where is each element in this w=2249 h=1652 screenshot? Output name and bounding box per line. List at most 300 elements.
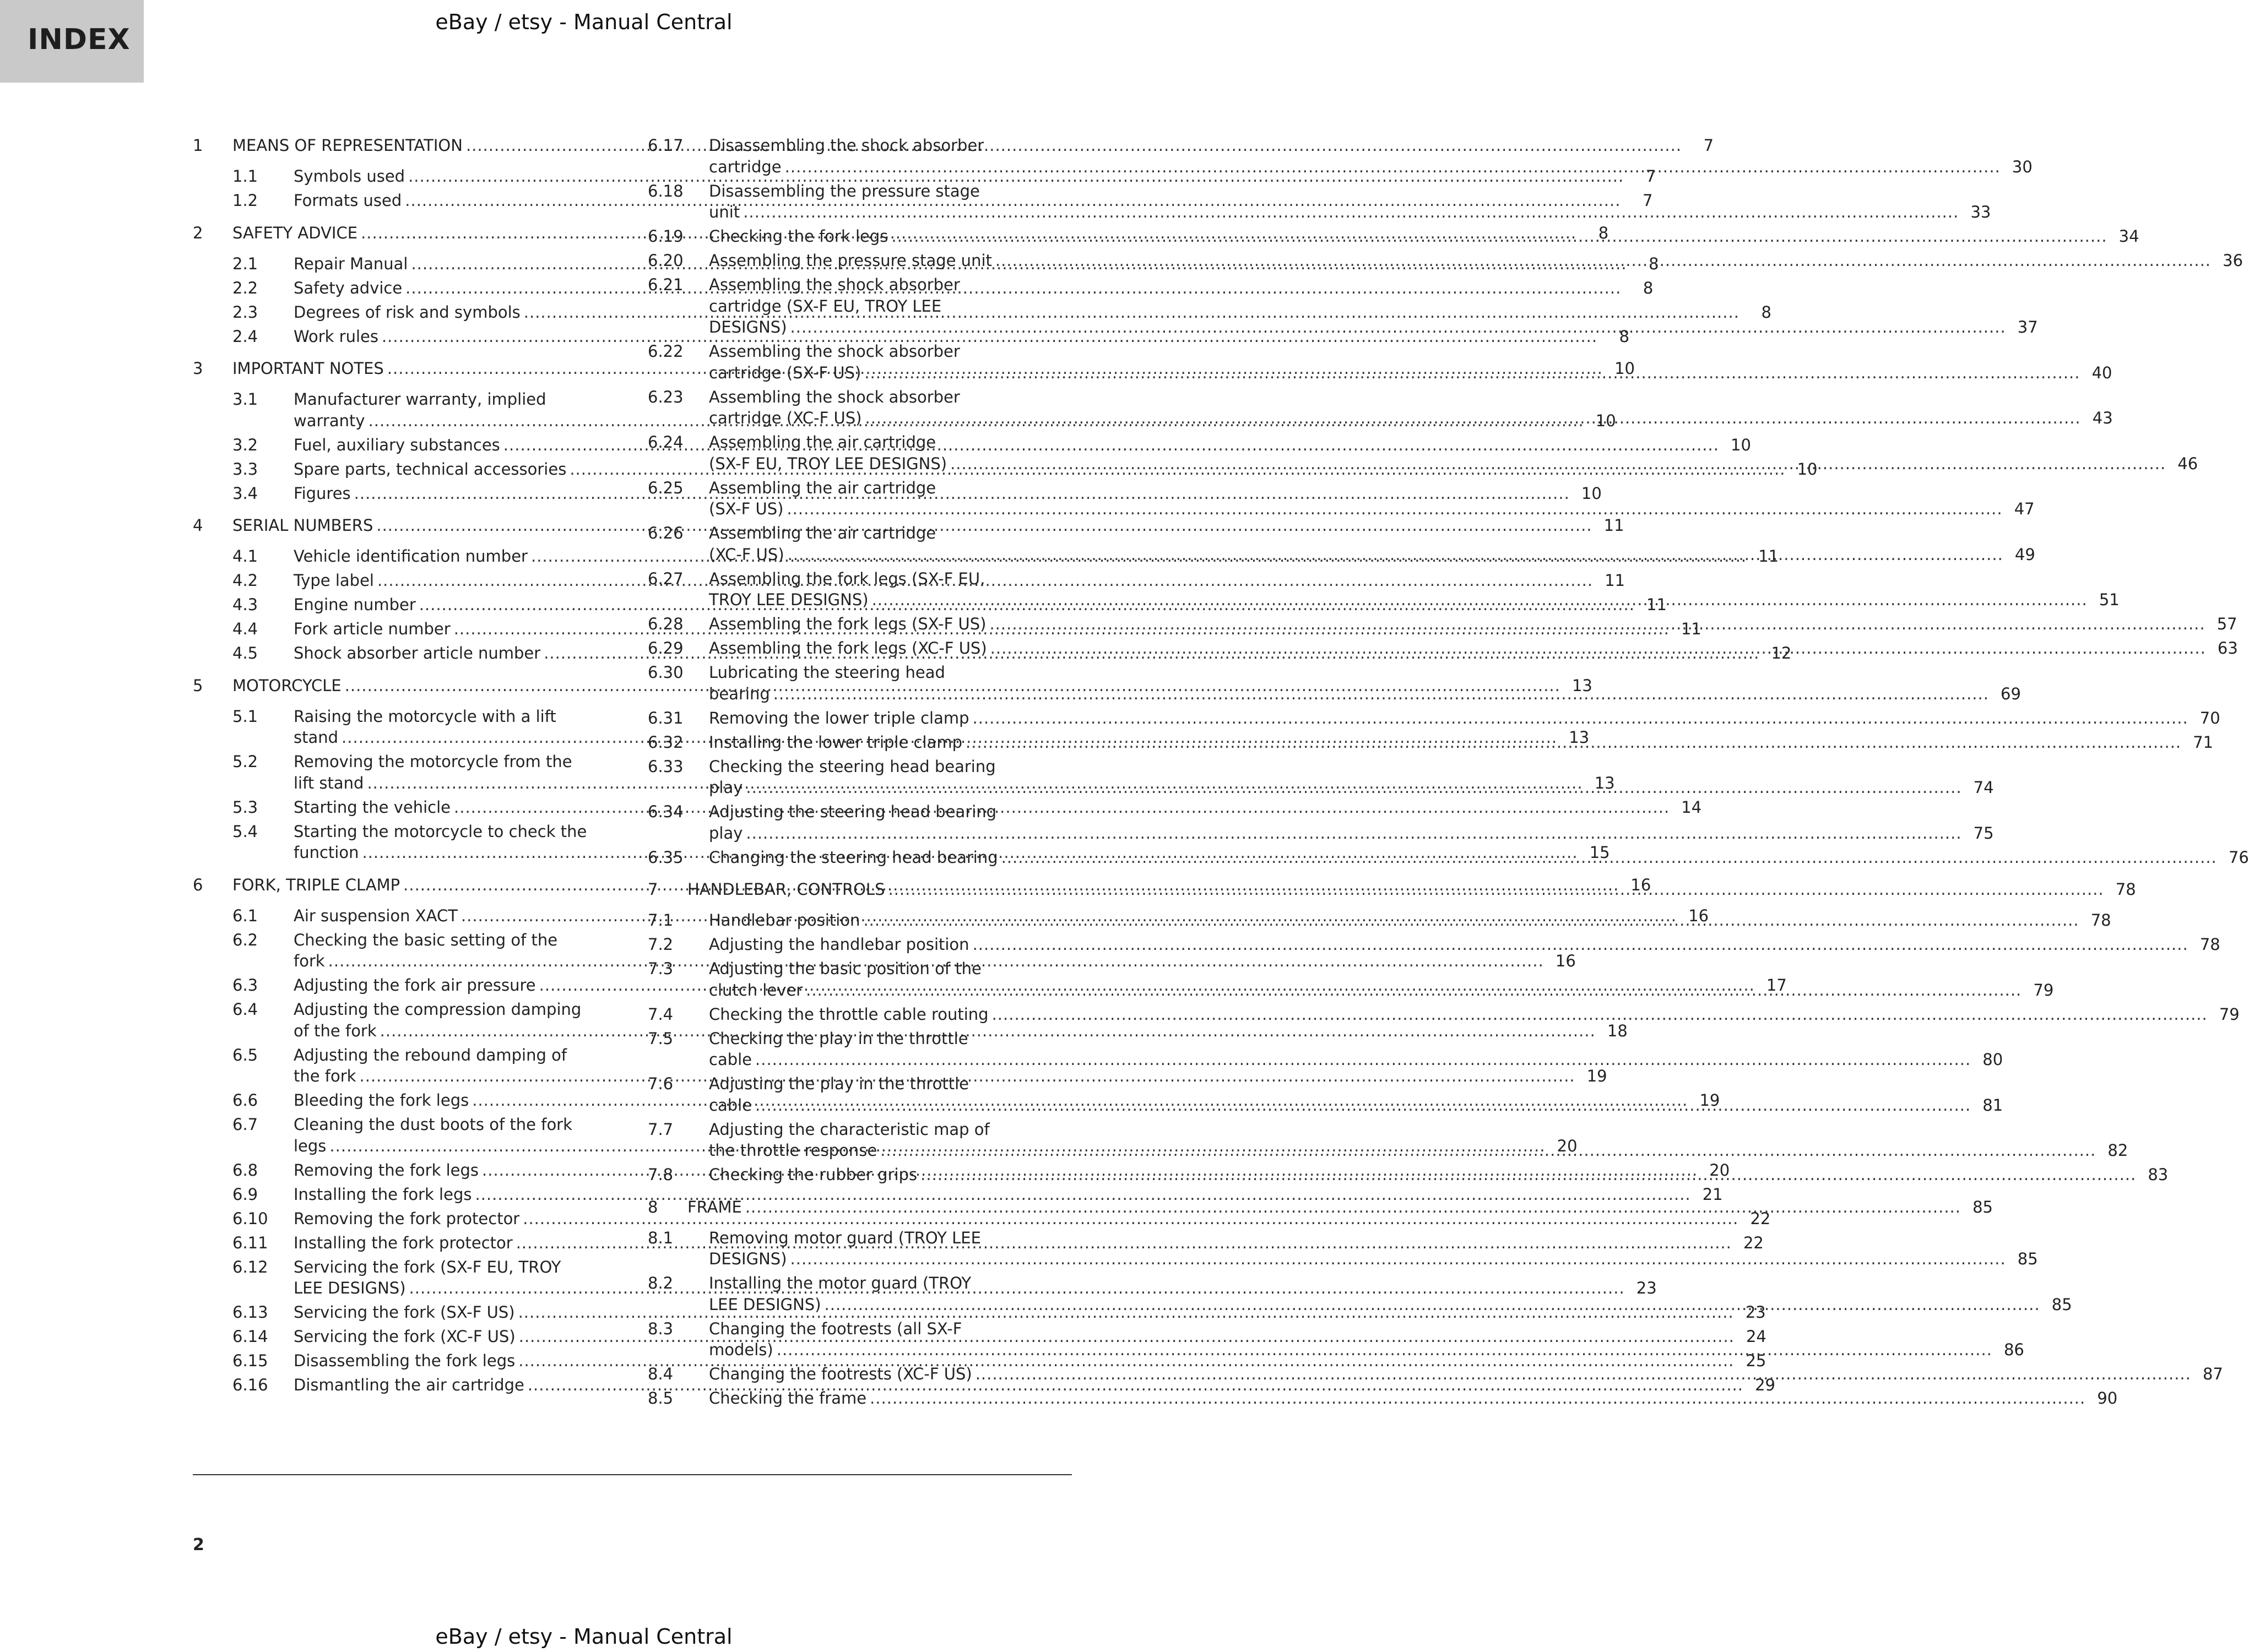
entry-title: Assembling the fork legs (SX-F EU, [709, 569, 985, 588]
toc-entry[interactable] [193, 1184, 1723, 1205]
entry-title-line [709, 847, 2249, 868]
index-tab-label: INDEX [28, 23, 131, 56]
chapter-title: HANDLEBAR, CONTROLS [687, 880, 885, 899]
entry-page-number: 11 [1646, 595, 1667, 614]
entry-number: 6.12 [232, 1257, 268, 1276]
dot-leader [785, 156, 2001, 178]
entry-number: 6.17 [648, 136, 684, 155]
entry-number: 6.2 [232, 930, 258, 949]
entry-title-line [709, 613, 2237, 635]
entry-title: cable [709, 1050, 752, 1069]
entry-title-line [709, 274, 2038, 296]
entry-title: Raising the motorcycle with a lift [294, 707, 556, 726]
entry-title: the throttle response [709, 1141, 877, 1160]
entry-title: Removing the motorcycle from the [294, 752, 572, 771]
entry-page-number: 57 [2217, 615, 2237, 633]
entry-page-number: 90 [2097, 1389, 2118, 1408]
entry-number: 2.1 [232, 254, 258, 273]
entry-title: lift stand [294, 773, 364, 792]
page-number: 2 [193, 1535, 204, 1555]
entry-title: Checking the fork legs [709, 227, 888, 246]
entry-page-number: 10 [1797, 459, 1818, 479]
entry-page-number: 76 [2228, 847, 2249, 867]
chapter-title-line [687, 1197, 1964, 1218]
entry-title: Disassembling the pressure stage [709, 181, 980, 200]
entry-page-number: 7 [1645, 167, 1656, 186]
entry-number: 4.5 [232, 644, 258, 662]
entry-page-number: 23 [1745, 1303, 1766, 1322]
entry-title-line [709, 341, 2112, 362]
entry-number: 3.2 [232, 435, 258, 454]
entry-title: Servicing the fork (SX-F US) [294, 1303, 515, 1322]
entry-body [709, 523, 2035, 565]
toc-entry[interactable] [648, 250, 2243, 271]
dot-leader [864, 362, 2080, 384]
entry-body [709, 613, 2237, 635]
entry-title: Changing the footrests (all SX-F [709, 1319, 962, 1338]
entry-title-line [709, 1388, 2117, 1409]
entry-title: Checking the steering head bearing [709, 757, 996, 776]
entry-page-number: 15 [1589, 843, 1610, 862]
entry-page-number: 36 [2223, 251, 2243, 270]
entry-number: 4.1 [232, 547, 258, 566]
entry-number: 6.4 [232, 1000, 258, 1019]
entry-title-line [709, 453, 2198, 475]
entry-title-line [709, 226, 2139, 247]
entry-title-line [709, 498, 2035, 520]
entry-title: Bleeding the fork legs [294, 1091, 469, 1110]
entry-page-number: 11 [1605, 571, 1625, 590]
chapter-page-number: 13 [1571, 676, 1592, 695]
entry-page-number: 21 [1702, 1184, 1723, 1204]
entry-title: Manufacturer warranty, implied [294, 390, 546, 409]
entry-body [709, 662, 2021, 704]
entry-title: Engine number [294, 595, 416, 614]
entry-page-number: 51 [2099, 590, 2120, 609]
entry-body [709, 801, 1994, 844]
toc-entry[interactable] [648, 226, 2139, 247]
entry-number: 7.4 [648, 1004, 674, 1024]
dot-leader [790, 1248, 2006, 1270]
entry-body [709, 1273, 2072, 1315]
dot-leader [891, 226, 2107, 247]
entry-page-number: 37 [2017, 318, 2038, 336]
entry-body [709, 341, 2112, 383]
entry-page-number: 19 [1586, 1067, 1607, 1085]
entry-title: Adjusting the handlebar position [709, 935, 969, 954]
chapter-number: 5 [193, 676, 203, 695]
entry-title: Checking the basic setting of the [294, 930, 558, 949]
entry-body [709, 274, 2038, 338]
entry-title-line [709, 683, 2021, 705]
entry-title: Installing the fork legs [294, 1184, 472, 1204]
chapter-page-number: 85 [1972, 1197, 1993, 1216]
entry-number: 7.1 [648, 911, 674, 930]
entry-title-line [709, 387, 2113, 408]
entry-title: Spare parts, technical accessories [294, 459, 567, 479]
entry-number: 5.2 [232, 752, 258, 771]
entry-number: 6.30 [648, 663, 684, 682]
entry-page-number: 12 [1771, 644, 1792, 662]
entry-title-line [709, 1004, 2240, 1025]
entry-number: 6.22 [648, 342, 684, 361]
entry-page-number: 49 [2014, 545, 2035, 564]
entry-page-number: 69 [2001, 684, 2021, 703]
entry-page-number: 10 [1731, 435, 1751, 454]
entry-title: bearing [709, 684, 770, 703]
entry-number: 5.3 [232, 797, 258, 817]
entry-page-number: 80 [1982, 1050, 2003, 1069]
toc-entry[interactable] [648, 1388, 2118, 1409]
entry-title: Checking the throttle cable routing [709, 1004, 989, 1024]
dot-leader [990, 638, 2206, 659]
entry-number: 6.11 [232, 1233, 268, 1252]
entry-number: 8.2 [648, 1274, 674, 1292]
chapter-number: 2 [193, 223, 203, 242]
entry-title-line [709, 407, 2113, 429]
entry-title-line [709, 708, 2220, 729]
chapter-title-line [687, 879, 2107, 900]
entry-title: Disassembling the shock absorber [709, 136, 984, 155]
chapter-number: 7 [648, 880, 658, 899]
entry-title: Work rules [294, 327, 378, 346]
entry-title: fork [294, 952, 325, 970]
entry-number: 6.33 [648, 757, 684, 776]
entry-title-line [709, 181, 1991, 202]
entry-title: warranty [294, 411, 365, 430]
entry-page-number: 11 [1758, 547, 1779, 566]
entry-number: 3.1 [232, 390, 258, 409]
entry-page-number: 79 [2033, 980, 2054, 999]
entry-page-number: 81 [1982, 1095, 2003, 1115]
entry-page-number: 17 [1766, 976, 1787, 995]
entry-title: TROY LEE DESIGNS) [709, 590, 869, 609]
chapter-number: 1 [193, 136, 203, 155]
toc-entry[interactable] [193, 1350, 1766, 1372]
entry-page-number: 16 [1555, 952, 1576, 970]
entry-page-number: 8 [1761, 302, 1771, 322]
entry-title: Adjusting the play in the throttle [709, 1074, 969, 1093]
entry-title: Assembling the air cartridge [709, 524, 936, 542]
entry-page-number: 11 [1681, 620, 1701, 638]
entry-number: 3.3 [232, 459, 258, 479]
entry-title: Figures [294, 483, 351, 503]
entry-title: LEE DESIGNS) [709, 1295, 821, 1314]
toc-chapter-heading[interactable] [648, 1197, 1993, 1218]
entry-number: 6.23 [648, 387, 684, 406]
entry-page-number: 33 [1970, 203, 1991, 221]
entry-page-number: 74 [1973, 778, 1994, 797]
entry-title-line [709, 732, 2213, 753]
entry-number: 6.9 [232, 1184, 258, 1204]
chapter-title: MOTORCYCLE [232, 676, 342, 695]
toc-entry[interactable] [648, 934, 2220, 955]
entry-title: LEE DESIGNS) [294, 1279, 406, 1297]
entry-body [709, 934, 2220, 955]
entry-title: Shock absorber article number [294, 644, 541, 662]
entry-body [709, 847, 2249, 868]
entry-number: 6.25 [648, 478, 684, 497]
dot-leader [995, 250, 2211, 271]
entry-title-line [709, 1028, 2003, 1050]
chapter-title: SAFETY ADVICE [232, 223, 358, 242]
entry-title-line [709, 934, 2220, 955]
entry-page-number: 18 [1607, 1021, 1628, 1040]
entry-title: play [709, 823, 743, 843]
dot-leader [806, 980, 2022, 1001]
entry-number: 4.2 [232, 571, 258, 590]
entry-title-line [709, 756, 1994, 778]
chapter-number: 3 [193, 359, 203, 378]
entry-body [709, 226, 2139, 247]
entry-title-line [709, 1339, 2024, 1361]
entry-number: 5.1 [232, 707, 258, 726]
entry-title: cartridge (SX-F US) [709, 363, 861, 382]
entry-page-number: 47 [2014, 499, 2035, 518]
dot-leader [825, 1294, 2040, 1316]
entry-title: Repair Manual [294, 254, 408, 273]
entry-number: 6.1 [232, 906, 258, 925]
entry-title: Cleaning the dust boots of the fork [294, 1115, 572, 1134]
entry-page-number: 82 [2107, 1141, 2128, 1160]
entry-page-number: 83 [2148, 1165, 2169, 1184]
entry-title: legs [294, 1136, 327, 1155]
footer-divider [193, 1474, 1072, 1475]
dot-leader [920, 1164, 2136, 1186]
entry-title: (SX-F EU, TROY LEE DESIGNS) [709, 454, 947, 473]
entry-title: Fuel, auxiliary substances [294, 435, 500, 454]
entry-body [709, 1004, 2240, 1025]
entry-title: Adjusting the characteristic map of [709, 1120, 990, 1139]
entry-page-number: 29 [1755, 1376, 1775, 1394]
entry-number: 7.3 [648, 959, 674, 978]
toc-entry[interactable] [648, 181, 1991, 223]
entry-title-line [709, 135, 2033, 156]
entry-number: 8.1 [648, 1228, 674, 1247]
entry-body [709, 1363, 2223, 1385]
entry-number: 6.28 [648, 615, 684, 633]
entry-title: Changing the footrests (XC-F US) [709, 1365, 972, 1383]
entry-title-line [709, 477, 2035, 499]
entry-number: 6.34 [648, 802, 684, 821]
toc-entry[interactable] [648, 135, 2033, 177]
entry-page-number: 30 [2012, 157, 2033, 176]
entry-title: Symbols used [294, 167, 405, 186]
entry-title: Safety advice [294, 278, 403, 297]
entry-title-line [709, 801, 1994, 823]
entry-number: 6.20 [648, 251, 684, 270]
entry-title: Air suspension XACT [294, 906, 458, 925]
dot-leader [976, 1363, 2191, 1385]
dot-leader [989, 613, 2205, 635]
entry-title: cartridge [709, 157, 782, 176]
entry-page-number: 78 [2090, 911, 2111, 930]
entry-title: Installing the lower triple clamp [709, 732, 962, 752]
entry-number: 6.7 [232, 1115, 258, 1134]
entry-page-number: 16 [1688, 906, 1709, 925]
dot-leader [966, 732, 2181, 753]
entry-title: Assembling the shock absorber [709, 275, 960, 294]
entry-title: cable [709, 1095, 752, 1115]
entry-number: 2.2 [232, 278, 258, 297]
chapter-title: MEANS OF REPRESENTATION [232, 136, 463, 155]
entry-title: Adjusting the steering head bearing [709, 802, 997, 821]
entry-page-number: 23 [1636, 1279, 1657, 1297]
entry-title: of the fork [294, 1021, 377, 1040]
entry-body [709, 1028, 2003, 1070]
entry-page-number: 10 [1595, 411, 1616, 430]
entry-title-line [709, 638, 2238, 659]
entry-title: Adjusting the rebound damping of [294, 1045, 567, 1064]
entry-body [709, 1119, 2128, 1161]
entry-body [709, 732, 2213, 753]
entry-number: 2.4 [232, 327, 258, 346]
chapter-title: SERIAL NUMBERS [232, 516, 373, 535]
chapter-title: IMPORTANT NOTES [232, 359, 384, 378]
entry-number: 6.18 [648, 181, 684, 200]
entry-body [709, 1164, 2168, 1186]
dot-leader [773, 683, 1989, 705]
entry-page-number: 25 [1746, 1351, 1766, 1370]
entry-body [709, 250, 2243, 271]
entry-body [709, 1073, 2003, 1116]
entry-page-number: 10 [1581, 483, 1602, 503]
header-watermark: eBay / etsy - Manual Central [435, 10, 733, 34]
dot-leader [743, 202, 1959, 223]
entry-title: Adjusting the fork air pressure [294, 976, 536, 995]
entry-title: Starting the motorcycle to check the [294, 822, 587, 841]
entry-title: function [294, 843, 359, 862]
entry-number: 5.4 [232, 822, 258, 841]
chapter-page-number: 7 [1703, 136, 1714, 155]
entry-title: Installing the motor guard (TROY [709, 1274, 972, 1292]
entry-page-number: 85 [2017, 1249, 2038, 1268]
entry-title-line [709, 589, 2120, 611]
entry-number: 4.3 [232, 595, 258, 614]
entry-body [709, 708, 2220, 729]
entry-title-line [709, 1140, 2128, 1161]
entry-number: 6.10 [232, 1209, 268, 1228]
entry-title: Disassembling the fork legs [294, 1351, 516, 1370]
entry-title: models) [709, 1340, 773, 1359]
toc-entry[interactable] [648, 274, 2038, 338]
entry-title: Starting the vehicle [294, 797, 451, 817]
entry-number: 6.21 [648, 275, 684, 294]
entry-page-number: 43 [2092, 409, 2113, 427]
entry-title-line [709, 1318, 2024, 1340]
entry-page-number: 34 [2118, 227, 2139, 246]
entry-page-number: 63 [2217, 639, 2238, 657]
entry-title-line [709, 1363, 2223, 1385]
toc-entry[interactable] [648, 1004, 2240, 1025]
entry-title-line [709, 980, 2053, 1001]
entry-page-number: 78 [2199, 935, 2220, 954]
entry-page-number: 20 [1557, 1136, 1578, 1155]
toc-entry[interactable] [193, 1208, 1771, 1230]
chapter-page-number: 78 [2115, 880, 2136, 899]
entry-number: 8.3 [648, 1319, 674, 1338]
entry-page-number: 8 [1643, 278, 1654, 297]
entry-page-number: 22 [1743, 1233, 1764, 1252]
entry-title-line [709, 523, 2035, 544]
entry-page-number: 79 [2219, 1004, 2240, 1024]
entry-title: Degrees of risk and symbols [294, 302, 521, 322]
entry-body [709, 910, 2111, 931]
entry-title-line [709, 662, 2021, 683]
entry-body [709, 387, 2113, 429]
entry-number: 8.5 [648, 1389, 674, 1408]
entry-body [709, 432, 2198, 474]
entry-title-line [709, 544, 2035, 566]
dot-leader [950, 453, 2166, 475]
dot-leader [865, 407, 2081, 429]
entry-title-line [709, 202, 1991, 223]
entry-title: Servicing the fork (XC-F US) [294, 1327, 516, 1346]
entry-title: Assembling the fork legs (SX-F US) [709, 615, 987, 633]
dot-leader [870, 1388, 2085, 1409]
entry-title-line [709, 250, 2243, 271]
chapter-title: FORK, TRIPLE CLAMP [232, 875, 400, 894]
entry-number: 6.26 [648, 524, 684, 542]
dot-leader [755, 1049, 1971, 1070]
entry-title-line [709, 958, 2053, 980]
dot-leader [788, 544, 2003, 566]
entry-title: Adjusting the basic position of the [709, 959, 982, 978]
entry-title: Removing the fork protector [294, 1209, 520, 1228]
entry-number: 6.14 [232, 1327, 268, 1346]
entry-page-number: 7 [1642, 191, 1653, 210]
entry-title: Assembling the air cartridge [709, 433, 936, 452]
entry-title: Checking the rubber grips [709, 1165, 918, 1184]
entry-body [709, 135, 2033, 177]
entry-number: 6.27 [648, 569, 684, 588]
entry-title: Assembling the pressure stage unit [709, 251, 992, 270]
entry-body [709, 1388, 2117, 1409]
entry-number: 8.4 [648, 1365, 674, 1383]
entry-body [709, 638, 2238, 659]
entry-title: Adjusting the compression damping [294, 1000, 582, 1019]
entry-number: 7.8 [648, 1165, 674, 1184]
entry-number: 4.4 [232, 620, 258, 638]
entry-title-line [709, 1049, 2003, 1070]
entry-number: 6.29 [648, 639, 684, 657]
entry-body [709, 1227, 2038, 1270]
entry-title-line [709, 1095, 2003, 1116]
entry-title: (XC-F US) [709, 545, 784, 564]
dot-leader [755, 1095, 1971, 1116]
dot-leader [973, 934, 2188, 955]
entry-title-line [709, 777, 1994, 798]
entry-title: Removing the lower triple clamp [709, 708, 969, 727]
entry-title: stand [294, 728, 339, 747]
entry-page-number: 20 [1709, 1160, 1730, 1180]
dot-leader [888, 879, 2104, 900]
entry-title: Checking the play in the throttle [709, 1029, 968, 1048]
entry-title: Removing the fork legs [294, 1160, 479, 1180]
chapter-page-number: 16 [1630, 875, 1651, 894]
entry-number: 2.3 [232, 302, 258, 322]
entry-page-number: 40 [2091, 363, 2112, 382]
entry-title: Assembling the shock absorber [709, 387, 960, 406]
entry-title: Vehicle identification number [294, 547, 528, 566]
entry-title: the fork [294, 1067, 356, 1085]
toc-entry[interactable] [648, 708, 2220, 729]
entry-title: play [709, 778, 743, 797]
entry-number: 3.4 [232, 483, 258, 503]
entry-title: cartridge (XC-F US) [709, 409, 862, 427]
entry-title: Servicing the fork (SX-F EU, TROY [294, 1257, 561, 1276]
entry-title-line [709, 317, 2038, 338]
